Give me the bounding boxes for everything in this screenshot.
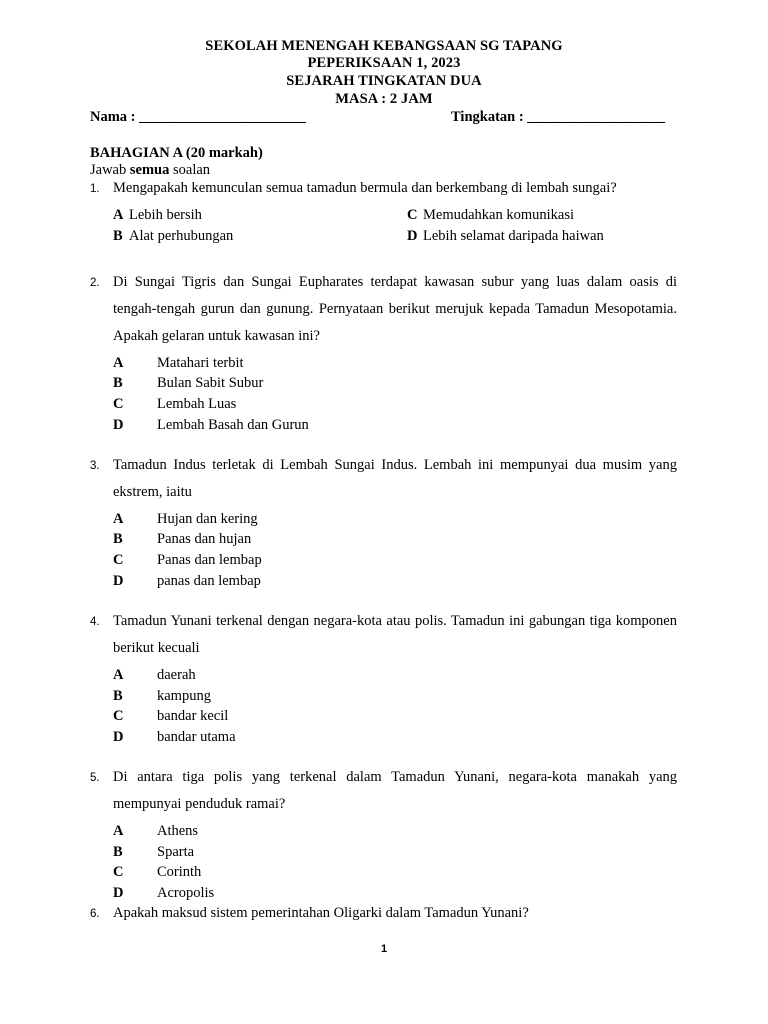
option-b: B kampung bbox=[113, 688, 211, 704]
exam-title: PEPERIKSAAN 1, 2023 bbox=[307, 55, 461, 71]
option-d: D Acropolis bbox=[113, 885, 215, 901]
question-number: 6. bbox=[90, 908, 100, 920]
question-text: Apakah maksud sistem pemerintahan Oligarki dalam Tamadun Yunani? bbox=[113, 905, 529, 921]
question-number: 3. bbox=[90, 460, 100, 472]
option-c: C Lembah Luas bbox=[113, 396, 237, 412]
option-a: A daerah bbox=[113, 667, 196, 683]
option-c: C Corinth bbox=[113, 864, 202, 880]
name-field: Nama : _______________________ bbox=[90, 109, 306, 125]
class-field: Tingkatan : ___________________ bbox=[451, 109, 666, 125]
school-name: SEKOLAH MENENGAH KEBANGSAAN SG TAPANG bbox=[205, 38, 563, 54]
option-a: A Hujan dan kering bbox=[113, 511, 258, 527]
option-c: C bandar kecil bbox=[113, 708, 229, 724]
section-instruction: Jawab semua soalan bbox=[90, 162, 211, 178]
question-number: 5. bbox=[90, 772, 100, 784]
option-a: A Athens bbox=[113, 823, 199, 839]
question-text: Tamadun Indus terletak di Lembah Sungai Indus. Lembah ini mempunyai dua musim yang ekstrem, iaitu bbox=[113, 457, 677, 500]
question-text: Di antara tiga polis yang terkenal dalam Tamadun Yunani, negara-kota manakah yang mempunyai penduduk ramai? bbox=[113, 769, 677, 812]
option-d: D Lebih selamat daripada haiwan bbox=[407, 228, 604, 244]
question-text: Tamadun Yunani terkenal dengan negara-kota atau polis. Tamadun ini gabungan tiga komponen berikut kecuali bbox=[113, 613, 677, 656]
option-b: B Panas dan hujan bbox=[113, 531, 252, 547]
option-d: D bandar utama bbox=[113, 729, 236, 745]
question-number: 2. bbox=[90, 277, 100, 289]
option-d: D panas dan lembap bbox=[113, 573, 261, 589]
question-number: 1. bbox=[90, 183, 100, 195]
question-text: Mengapakah kemunculan semua tamadun bermula dan berkembang di lembah sungai? bbox=[113, 180, 617, 196]
option-b: B Sparta bbox=[113, 844, 195, 860]
option-c: C Panas dan lembap bbox=[113, 552, 262, 568]
option-b: B Alat perhubungan bbox=[113, 228, 234, 244]
option-b: B Bulan Sabit Subur bbox=[113, 375, 264, 391]
page-number: 1 bbox=[380, 943, 388, 955]
question-number: 4. bbox=[90, 616, 100, 628]
option-a: A Lebih bersih bbox=[113, 207, 202, 223]
exam-duration: MASA : 2 JAM bbox=[335, 91, 433, 107]
section-title: BAHAGIAN A (20 markah) bbox=[90, 145, 263, 161]
option-a: A Matahari terbit bbox=[113, 355, 244, 371]
subject-title: SEJARAH TINGKATAN DUA bbox=[286, 73, 482, 89]
option-d: D Lembah Basah dan Gurun bbox=[113, 417, 309, 433]
option-c: C Memudahkan komunikasi bbox=[407, 207, 575, 223]
question-text: Di Sungai Tigris dan Sungai Eupharates terdapat kawasan subur yang luas dalam oasis di tengah-tengah gurun dan gunung. Pernyataan berikut merujuk kepada Tamadun Mesopotamia. Apakah gelaran untuk kawasan ini? bbox=[113, 274, 677, 344]
